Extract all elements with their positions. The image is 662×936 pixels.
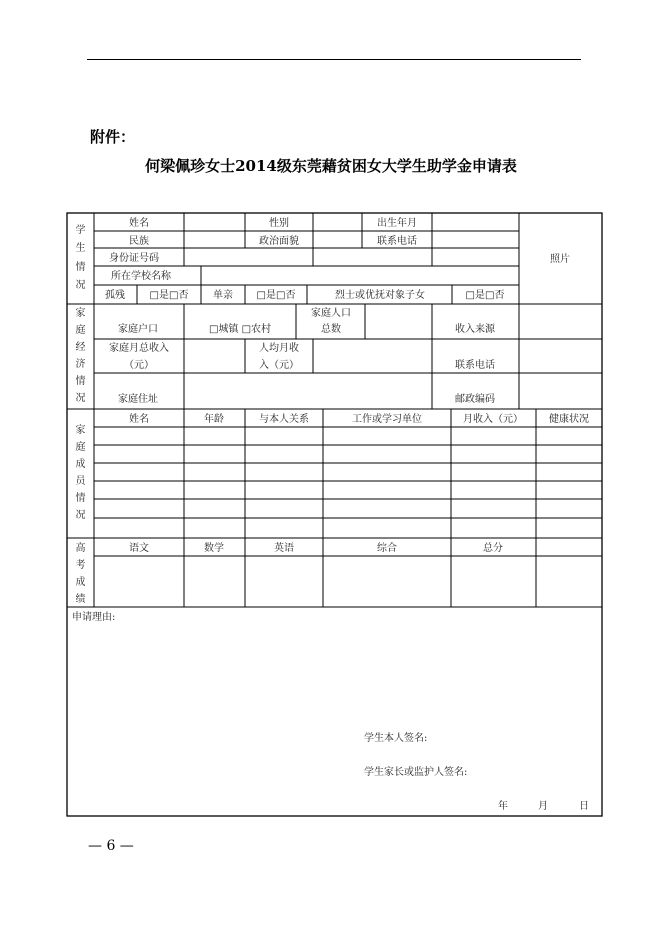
label-family-phone: 联系电话 bbox=[455, 360, 495, 371]
label-parent-sign: 学生家长或监护人签名: bbox=[364, 767, 468, 778]
member-header-relation: 与本人关系 bbox=[259, 414, 309, 425]
orphan-yes-no[interactable]: □是□否 bbox=[149, 290, 189, 301]
member-header-age: 年龄 bbox=[204, 414, 224, 425]
label-per-capita-1: 人均月收 bbox=[259, 343, 299, 354]
member-header-health: 健康状况 bbox=[549, 414, 589, 425]
label-monthly-income-1: 家庭月总收入 bbox=[109, 343, 169, 354]
exam-header-comprehensive: 综合 bbox=[377, 543, 397, 554]
member-header-name: 姓名 bbox=[129, 414, 149, 425]
economy-side-char: 庭 bbox=[75, 325, 86, 336]
label-id-number: 身份证号码 bbox=[109, 253, 159, 264]
economy-side-char: 情 bbox=[75, 376, 86, 387]
label-monthly-income-2: （元） bbox=[124, 360, 154, 371]
economy-side-char: 济 bbox=[75, 359, 86, 370]
student-side-char: 学 bbox=[75, 225, 86, 236]
label-household: 家庭户口 bbox=[118, 324, 158, 335]
exam-side-char: 考 bbox=[75, 560, 86, 571]
form-title: 何梁佩珍女士2014级东莞藉贫困女大学生助学金申请表 bbox=[145, 157, 517, 175]
label-population-1: 家庭人口 bbox=[311, 308, 351, 319]
members-side-char: 员 bbox=[75, 476, 86, 487]
label-day: 日 bbox=[579, 801, 589, 812]
member-header-income: 月收入（元） bbox=[463, 414, 523, 425]
members-side-char: 庭 bbox=[75, 442, 86, 453]
exam-header-total: 总分 bbox=[483, 543, 503, 554]
table-border bbox=[67, 213, 602, 816]
attachment-label: 附件： bbox=[90, 128, 136, 146]
members-side-char: 成 bbox=[75, 459, 86, 470]
page-number: — 6 — bbox=[88, 838, 134, 854]
label-month: 月 bbox=[538, 801, 548, 812]
economy-side-char: 家 bbox=[75, 308, 86, 319]
label-single-parent: 单亲 bbox=[213, 290, 233, 301]
label-per-capita-2: 入（元） bbox=[259, 360, 299, 371]
label-address: 家庭住址 bbox=[118, 394, 158, 405]
single-parent-yes-no[interactable]: □是□否 bbox=[256, 290, 296, 301]
members-side-char: 况 bbox=[75, 510, 86, 521]
exam-header-chinese: 语文 bbox=[129, 543, 149, 554]
label-phone: 联系电话 bbox=[377, 236, 417, 247]
household-options[interactable]: □城镇 □农村 bbox=[208, 324, 272, 335]
student-side-char: 情 bbox=[75, 262, 86, 273]
exam-header-math: 数学 bbox=[204, 543, 224, 554]
exam-header-english: 英语 bbox=[274, 543, 294, 554]
label-orphan: 孤残 bbox=[105, 290, 125, 301]
label-postcode: 邮政编码 bbox=[455, 394, 495, 405]
student-side-char: 生 bbox=[75, 243, 86, 254]
label-population-2: 总数 bbox=[321, 324, 341, 335]
label-birth: 出生年月 bbox=[377, 218, 417, 229]
label-income-source: 收入来源 bbox=[455, 324, 495, 335]
student-side-char: 况 bbox=[75, 280, 86, 291]
label-gender: 性别 bbox=[269, 218, 289, 229]
label-martyr: 烈士或优抚对象子女 bbox=[335, 290, 425, 301]
member-header-workplace: 工作或学习单位 bbox=[352, 414, 422, 425]
martyr-yes-no[interactable]: □是□否 bbox=[465, 290, 505, 301]
members-side-char: 情 bbox=[75, 493, 86, 504]
label-reason: 申请理由: bbox=[72, 612, 116, 623]
economy-side-char: 经 bbox=[75, 342, 86, 353]
label-ethnicity: 民族 bbox=[129, 236, 149, 247]
label-name: 姓名 bbox=[129, 218, 149, 229]
exam-side-char: 绩 bbox=[75, 594, 86, 605]
label-year: 年 bbox=[498, 801, 508, 812]
label-student-sign: 学生本人签名: bbox=[364, 733, 428, 744]
label-political: 政治面貌 bbox=[259, 236, 299, 247]
label-photo: 照片 bbox=[550, 254, 570, 265]
exam-side-char: 高 bbox=[75, 543, 86, 554]
members-side-char: 家 bbox=[75, 425, 86, 436]
label-school: 所在学校名称 bbox=[111, 271, 171, 282]
economy-side-char: 况 bbox=[75, 393, 86, 404]
exam-side-char: 成 bbox=[75, 577, 86, 588]
